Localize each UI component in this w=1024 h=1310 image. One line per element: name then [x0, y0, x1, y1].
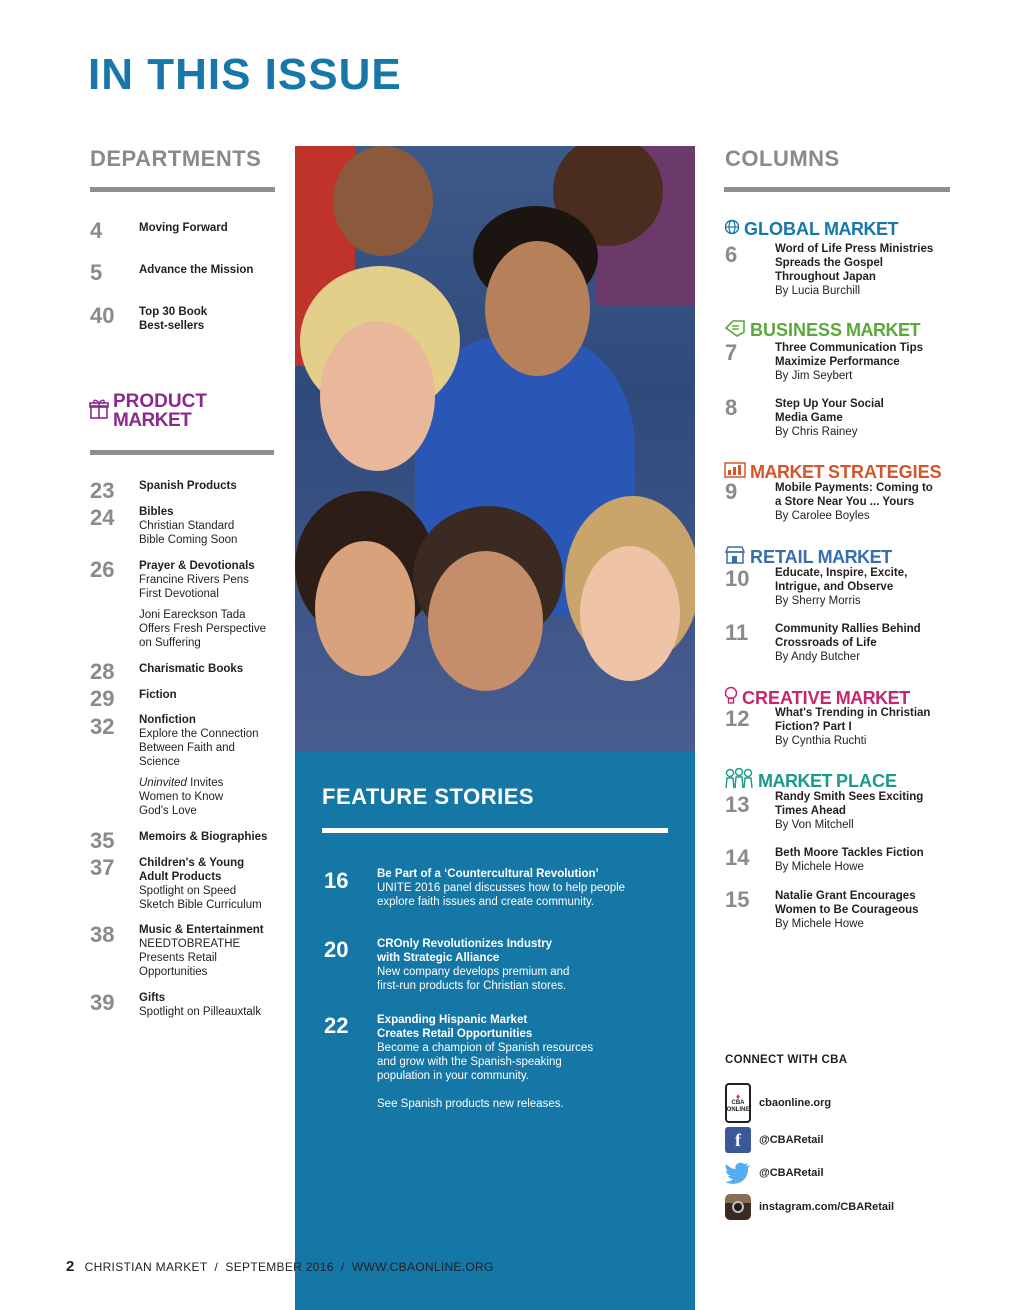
- dept-entry: Advance the Mission: [139, 264, 254, 276]
- feature-num: 20: [324, 937, 349, 962]
- dept-entry: Top 30 Book Best-sellers: [139, 306, 208, 332]
- market-strategies-heading: MARKET STRATEGIES: [724, 461, 942, 484]
- feature-stories-heading: FEATURE STORIES: [322, 784, 535, 809]
- feature-entry: CROnly Revolutionizes Industry with Strategic Alliance New company develops premium and first-run products for Christian stores.: [377, 938, 570, 992]
- product-num: 37: [90, 855, 115, 880]
- feature-num: 22: [324, 1013, 349, 1038]
- feature-entry: Be Part of a ‘Countercultural Revolution’ UNITE 2016 panel discusses how to help people explore faith issues and create community.: [377, 868, 626, 908]
- product-entry: Prayer & Devotionals Francine Rivers Pens First Devotional: [139, 560, 255, 600]
- product-num: 24: [90, 505, 115, 530]
- product-entry: Gifts Spotlight on Pilleauxtalk: [139, 992, 262, 1018]
- product-entry: Nonfiction Explore the Connection Between Faith and Science: [139, 714, 259, 768]
- facebook-link[interactable]: f @CBARetail: [725, 1127, 824, 1153]
- product-entry: Uninvited Invites Women to Know God's Love: [139, 777, 224, 817]
- column-entry: Three Communication Tips Maximize Performance By Jim Seybert: [775, 342, 924, 382]
- page-title: IN THIS ISSUE: [88, 50, 402, 99]
- page-number: 2: [66, 1258, 75, 1275]
- facebook-icon: f: [725, 1127, 751, 1153]
- column-num: 8: [725, 395, 738, 420]
- phone-icon: ♦ CBA ONLINE: [725, 1083, 751, 1123]
- product-entry: Joni Eareckson Tada Offers Fresh Perspective on Suffering: [139, 609, 266, 649]
- dept-num: 40: [90, 303, 115, 328]
- product-num: 29: [90, 686, 115, 711]
- dept-num: 4: [90, 218, 103, 243]
- column-entry: Natalie Grant Encourages Women to Be Courageous By Michele Howe: [775, 890, 919, 930]
- product-num: 28: [90, 659, 115, 684]
- product-market-heading: PRODUCT MARKET: [113, 391, 207, 431]
- column-num: 7: [725, 340, 738, 365]
- column-entry: Step Up Your Social Media Game By Chris Rainey: [775, 398, 884, 438]
- website-link[interactable]: ♦ CBA ONLINE cbaonline.org: [725, 1083, 831, 1123]
- feature-stories-panel: [295, 752, 695, 1310]
- departments-heading: DEPARTMENTS: [90, 146, 262, 171]
- column-entry: What's Trending in Christian Fiction? Part I By Cynthia Ruchti: [775, 707, 931, 747]
- product-num: 35: [90, 828, 115, 853]
- product-entry: Charismatic Books: [139, 663, 244, 675]
- column-num: 11: [725, 620, 749, 645]
- global-market-heading: GLOBAL MARKET: [724, 219, 898, 240]
- column-num: 12: [725, 706, 750, 731]
- instagram-icon: [725, 1194, 751, 1220]
- product-entry: Fiction: [139, 689, 177, 701]
- feature-stories-rule: [322, 828, 668, 833]
- column-entry: Beth Moore Tackles Fiction By Michele Howe: [775, 847, 924, 873]
- product-entry: Children's & Young Adult Products Spotlight on Speed Sketch Bible Curriculum: [139, 857, 262, 911]
- product-entry: Music & Entertainment NEEDTOBREATHE Presents Retail Opportunities: [139, 924, 264, 978]
- column-entry: Educate, Inspire, Excite, Intrigue, and Observe By Sherry Morris: [775, 567, 908, 607]
- twitter-icon: [725, 1160, 751, 1186]
- product-num: 39: [90, 990, 115, 1015]
- tag-icon: [724, 319, 746, 342]
- product-num: 38: [90, 922, 115, 947]
- product-market-rule: [90, 450, 274, 455]
- market-place-heading: MARKET PLACE: [724, 768, 897, 795]
- column-num: 15: [725, 887, 750, 912]
- column-num: 14: [725, 845, 750, 870]
- dept-num: 5: [90, 260, 103, 285]
- page-footer: [66, 1258, 494, 1275]
- columns-heading: COLUMNS: [725, 146, 840, 171]
- column-num: 10: [725, 566, 750, 591]
- departments-rule: [90, 187, 275, 192]
- product-num: 26: [90, 557, 115, 582]
- product-entry: Memoirs & Biographies: [139, 831, 268, 843]
- column-entry: Mobile Payments: Coming to a Store Near You ... Yours By Carolee Boyles: [775, 482, 933, 522]
- product-entry: Bibles Christian Standard Bible Coming Soon: [139, 506, 238, 546]
- column-entry: Word of Life Press Ministries Spreads the Gospel Throughout Japan By Lucia Burchill: [775, 243, 934, 297]
- gift-icon: [89, 398, 109, 425]
- feature-entry: Expanding Hispanic Market Creates Retail Opportunities Become a champion of Spanish resources and grow with the Spanish-speaking population in your community. See Spanish products new releases.: [377, 1014, 594, 1110]
- creative-market-heading: CREATIVE MARKET: [724, 686, 910, 711]
- column-num: 6: [725, 242, 738, 267]
- column-entry: Community Rallies Behind Crossroads of Life By Andy Butcher: [775, 623, 921, 663]
- column-num: 13: [725, 792, 750, 817]
- product-num: 23: [90, 478, 115, 503]
- product-entry: Spanish Products: [139, 480, 237, 492]
- product-num: 32: [90, 714, 115, 739]
- cover-photo-group-of-young-people: [295, 146, 695, 752]
- globe-icon: [724, 219, 740, 240]
- twitter-link[interactable]: @CBARetail: [725, 1160, 824, 1186]
- feature-num: 16: [324, 868, 349, 893]
- dept-entry: Moving Forward: [139, 222, 228, 234]
- column-num: 9: [725, 479, 738, 504]
- retail-market-heading: RETAIL MARKET: [724, 545, 892, 570]
- people-icon: [724, 768, 754, 795]
- connect-heading: CONNECT WITH CBA: [725, 1054, 848, 1066]
- instagram-link[interactable]: instagram.com/CBARetail: [725, 1194, 894, 1220]
- footer-text: CHRISTIAN MARKET / SEPTEMBER 2016 / WWW.CBAONLINE.ORG: [84, 1260, 494, 1274]
- column-entry: Randy Smith Sees Exciting Times Ahead By Von Mitchell: [775, 791, 924, 831]
- business-market-heading: BUSINESS MARKET: [724, 319, 920, 342]
- columns-rule: [724, 187, 950, 192]
